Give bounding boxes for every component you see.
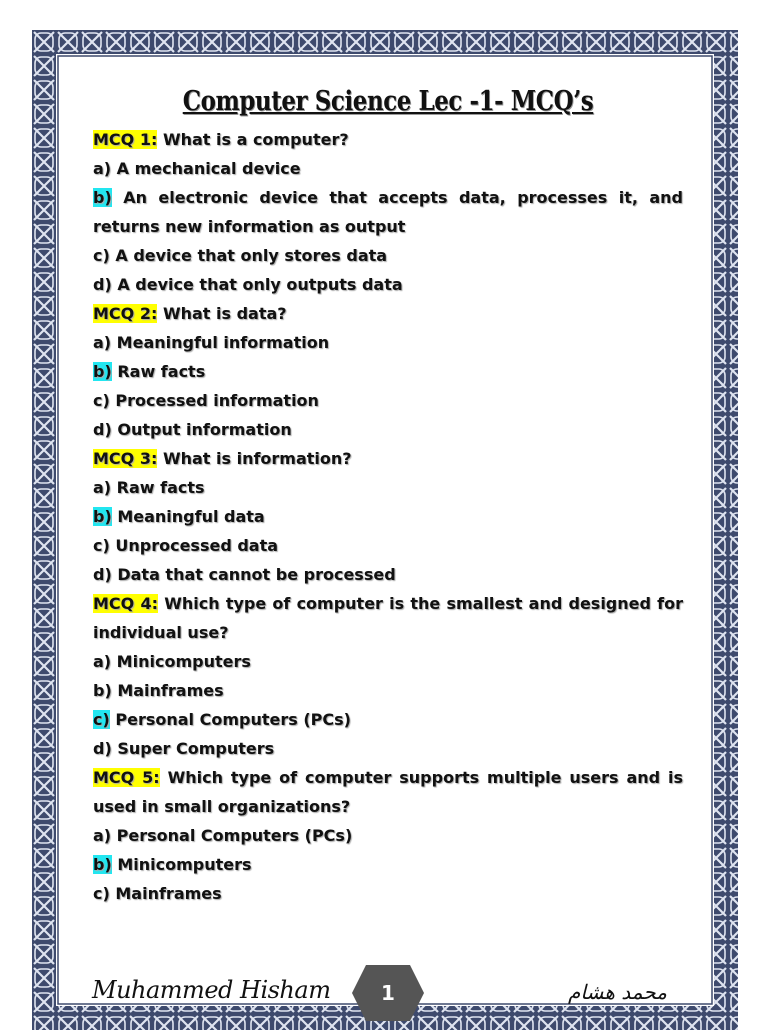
option-line [93,386,683,415]
arabic-signature: محمد هشام [568,980,667,1004]
option-text: Data that cannot be processed [111,565,396,584]
page-number-badge [352,965,424,1021]
option-letter: c) [93,884,110,903]
option-line [93,821,683,850]
question-label: MCQ 2: [93,304,158,323]
option-letter-correct: b) [93,362,112,381]
option-line [93,560,683,589]
option-line [93,676,683,705]
option-line [93,270,683,299]
question-text: What is data? [157,304,287,323]
option-line [93,473,683,502]
question-label: MCQ 3: [93,449,158,468]
option-text: Mainframes [109,884,222,903]
option-letter-correct: b) [93,507,112,526]
option-letter: a) [93,478,112,497]
question-text: What is a computer? [157,130,349,149]
option-letter: d) [93,739,112,758]
question-label: MCQ 1: [93,130,158,149]
option-letter-correct: c) [93,710,110,729]
option-text: A mechanical device [111,159,301,178]
option-text: Meaningful information [111,333,330,352]
mcq-block-3 [93,444,683,589]
question-text: Which type of computer is the smallest and designed for individual use? [93,594,683,642]
option-text: An electronic device that accepts data, processes it, and returns new information as output [93,188,683,236]
option-text: Minicomputers [111,652,251,671]
option-line [93,531,683,560]
option-letter: c) [93,536,110,555]
option-text: Meaningful data [111,507,265,526]
option-letter: d) [93,420,112,439]
option-text: Unprocessed data [109,536,279,555]
mcq-block-1 [93,125,683,299]
option-letter: a) [93,333,112,352]
question-line [93,299,683,328]
option-letter: c) [93,391,110,410]
option-text: Output information [111,420,292,439]
option-text: Processed information [109,391,319,410]
question-label: MCQ 4: [93,594,159,613]
option-line [93,328,683,357]
option-line-correct [93,357,683,386]
option-letter: a) [93,159,112,178]
option-text: Personal Computers (PCs) [111,826,353,845]
mcq-block-5 [93,763,683,908]
option-line [93,879,683,908]
option-line [93,647,683,676]
question-line [93,589,683,647]
question-line [93,125,683,154]
question-text: Which type of computer supports multiple users and is used in small organizations? [93,768,683,816]
question-line [93,763,683,821]
option-line-correct [93,183,683,241]
option-line [93,415,683,444]
option-line [93,241,683,270]
option-text: Personal Computers (PCs) [109,710,351,729]
question-label: MCQ 5: [93,768,160,787]
page-number: 1 [381,981,395,1005]
option-line [93,734,683,763]
mcq-block-2 [93,299,683,444]
question-line [93,444,683,473]
option-text: Minicomputers [111,855,252,874]
option-text: Mainframes [111,681,224,700]
option-text: Raw facts [111,478,205,497]
option-text: A device that only outputs data [111,275,403,294]
option-letter: a) [93,826,112,845]
question-text: What is information? [157,449,352,468]
option-line-correct [93,705,683,734]
option-letter: b) [93,681,112,700]
option-text: Super Computers [111,739,275,758]
author-signature: Muhammed Hisham [92,976,331,1004]
option-line-correct [93,502,683,531]
option-line-correct [93,850,683,879]
option-letter: d) [93,275,112,294]
option-letter: c) [93,246,110,265]
mcq-content [93,86,683,908]
option-line [93,154,683,183]
option-text: Raw facts [111,362,206,381]
option-text: A device that only stores data [109,246,388,265]
option-letter: d) [93,565,112,584]
option-letter: a) [93,652,112,671]
mcq-block-4 [93,589,683,763]
page-title: Computer Science Lec -1- MCQ’s [182,86,594,117]
option-letter-correct: b) [93,855,112,874]
option-letter-correct: b) [93,188,112,207]
